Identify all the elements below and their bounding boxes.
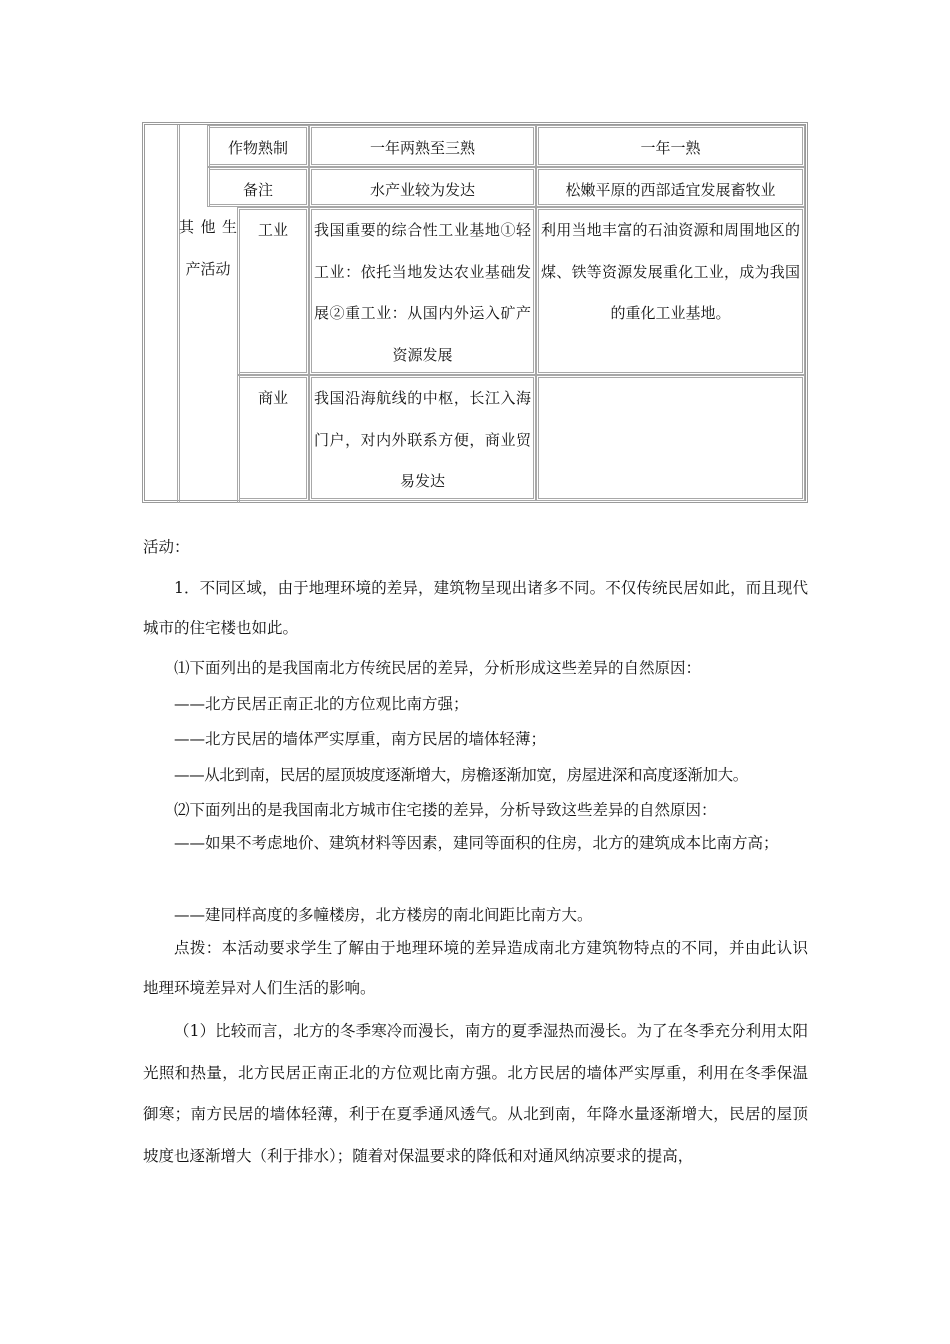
comparison-table [142,122,808,503]
activity-title: 活动： [143,538,190,556]
table-stub-line [177,125,180,206]
table-cell-other-activities-label: 其他生产活动 [179,218,237,278]
question-1-item-b: ——北方民居的墙体严实厚重，南方民居的墙体轻薄； [174,730,547,748]
table-cell-industry-south: 我国重要的综合性工业基地①轻工业：依托当地发达农业基础发展②重工业：从国内外运入矿产资源发展 [309,207,536,375]
question-2: ⑵下面列出的是我国南北方城市住宅搂的差异，分析导致这些差异的自然原因： [174,801,717,819]
table-cell-industry-northeast: 利用当地丰富的石油资源和周围地区的煤、铁等资源发展重化工业，成为我国的重化工业基地。 [536,207,805,375]
table-cell-commerce-label: 商业 [237,375,309,501]
table-cell-note-label: 备注 [207,167,309,207]
question-1-item-a: ——北方民居正南正北的方位观比南方强； [174,695,469,713]
table-cell-crop-south: 一年两熟至三熟 [309,125,536,167]
table-cell-note-south: 水产业较为发达 [309,167,536,207]
table-cell-note-northeast: 松嫩平原的西部适宜发展畜牧业 [536,167,805,207]
table-cell-commerce-south: 我国沿海航线的中枢，长江入海门户，对内外联系方便，商业贸易发达 [309,375,536,501]
question-2-item-b: ——建同样高度的多幢楼房，北方楼房的南北间距比南方大。 [174,906,593,924]
answer-paragraph-1: （1）比较而言，北方的冬季寒冷而漫长，南方的夏季湿热而漫长。为了在冬季充分利用太阳光照和热量，北方民居正南正北的方位观比南方强。北方民居的墙体严实厚重，利用在冬季保温御寒；南方民居的墙体轻薄，利于在夏季通风透气。从北到南，年降水量逐渐增大，民居的屋顶坡度也逐渐增大（利于排水）；随着对保温要求的降低和对通风纳凉要求的提高， [143,1022,808,1165]
table-cell-commerce-northeast [536,375,805,501]
table-cell-crop-label: 作物熟制 [207,125,309,167]
activity-paragraph-1: 1．不同区域，由于地理环境的差异，建筑物呈现出诸多不同。不仅传统民居如此，而且现代城市的住宅楼也如此。 [143,579,808,637]
question-2-item-a: ——如果不考虑地价、建筑材料等因素，建同等面积的住房，北方的建筑成本比南方高； [174,834,779,852]
table-cell-crop-northeast: 一年一熟 [536,125,805,167]
question-1: ⑴下面列出的是我国南北方传统民居的差异，分析形成这些差异的自然原因： [174,659,702,677]
question-1-item-c: ——从北到南，民居的屋顶坡度逐渐增大，房檐逐渐加宽，房屋进深和高度逐渐加大。 [174,766,748,784]
table-cell-industry-label: 工业 [237,207,309,375]
hint-paragraph: 点拨：本活动要求学生了解由于地理环境的差异造成南北方建筑物特点的不同，并由此认识地理环境差异对人们生活的影响。 [143,939,808,997]
